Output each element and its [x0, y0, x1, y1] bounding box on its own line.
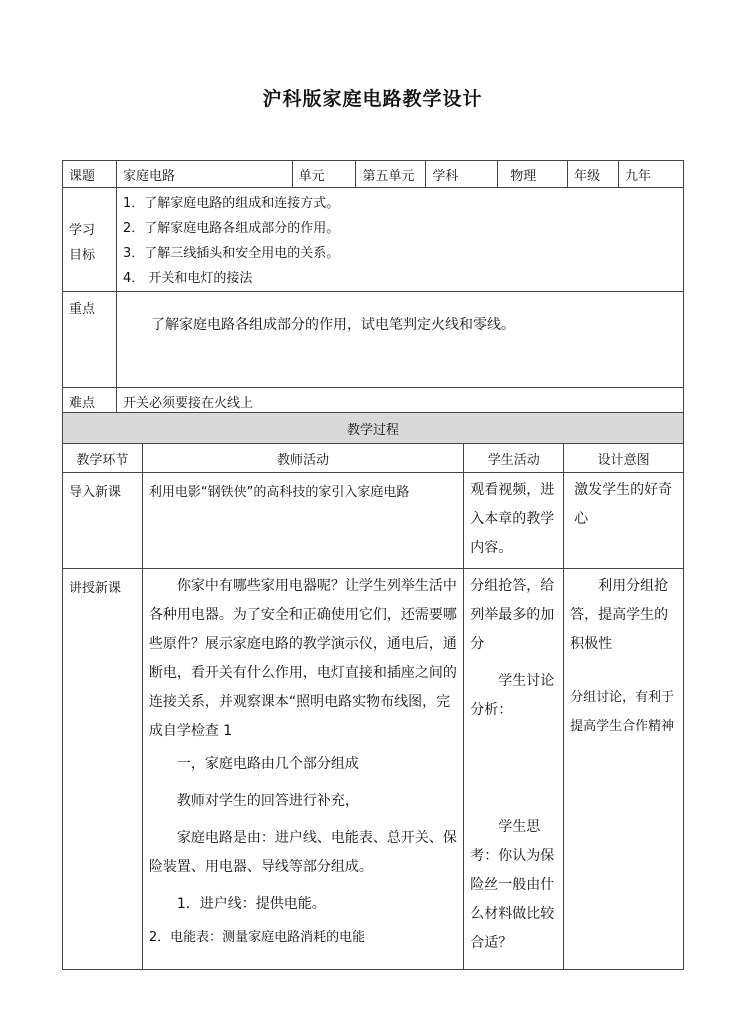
topic-value: 家庭电路 — [116, 161, 292, 188]
unit-value: 第五单元 — [356, 161, 426, 188]
process-title: 教学过程 — [63, 413, 684, 444]
key-text: 了解家庭电路各组成部分的作用，试电笔判定火线和零线。 — [116, 292, 683, 388]
process-table — [62, 412, 684, 970]
topic-label: 课题 — [63, 161, 117, 188]
header-intent: 设计意图 — [564, 444, 684, 473]
teacher-paragraph: 教师对学生的回答进行补充， — [176, 793, 359, 809]
intent-text: 利用分组抢答，提高学生的积极性 — [570, 578, 669, 652]
goals-row — [63, 188, 684, 292]
intro-intent: 激发学生的好奇心 — [564, 473, 684, 569]
table-row — [63, 569, 684, 970]
student-activity: 学生讨论分析： — [470, 673, 555, 718]
goals-label — [63, 188, 117, 292]
intro-stage: 导入新课 — [63, 473, 143, 569]
goal-item: 3．了解三线插头和安全用电的关系。 — [122, 246, 340, 261]
lecture-intent — [564, 569, 684, 970]
teacher-paragraph: 1．进户线：提供电能。 — [176, 896, 326, 912]
lecture-student — [464, 569, 564, 970]
page-title: 沪科版家庭电路教学设计 — [262, 88, 483, 110]
intro-teacher: 利用电影“钢铁侠”的高科技的家引入家庭电路 — [142, 473, 463, 569]
lecture-stage: 讲授新课 — [63, 569, 143, 970]
goal-item: 1．了解家庭电路的组成和连接方式。 — [122, 196, 340, 211]
key-row — [63, 292, 684, 388]
intent-text: 分组讨论，有利于提高学生合作精神 — [570, 690, 675, 734]
grade-value: 九年 — [619, 161, 684, 188]
teacher-paragraph: 一，家庭电路由几个部分组成 — [176, 756, 359, 772]
info-table — [62, 160, 684, 415]
goal-item: 2．了解家庭电路各组成部分的作用。 — [122, 221, 340, 236]
subject-label: 学科 — [426, 161, 498, 188]
table-row — [63, 473, 684, 569]
header-stage: 教学环节 — [63, 444, 143, 473]
student-activity: 学生思考：你认为保险丝一般由什么材料做比较合适？ — [470, 819, 555, 951]
goal-item: 4． 开关和电灯的接法 — [122, 271, 253, 286]
lecture-teacher — [142, 569, 463, 970]
process-header-row — [63, 444, 684, 473]
header-teacher: 教师活动 — [142, 444, 463, 473]
teacher-paragraph: 你家中有哪些家用电器呢？让学生列举生活中各种用电器。为了安全和正确使用它们，还需要哪些原件？展示家庭电路的教学演示仪，通电后，通断电，看开关有什么作用，电灯直接和插座之间的连接关系，并观察课本“照明电路实物布线图，完成自学检查 1 — [148, 578, 457, 739]
unit-label: 单元 — [292, 161, 356, 188]
info-row — [63, 161, 684, 188]
difficulty-row — [63, 388, 684, 415]
grade-label: 年级 — [568, 161, 619, 188]
subject-value: 物理 — [498, 161, 568, 188]
teacher-paragraph: 2．电能表：测量家庭电路消耗的电能 — [148, 930, 366, 945]
student-activity: 分组抢答，给列举最多的加分 — [470, 578, 555, 652]
process-title-row — [63, 413, 684, 444]
key-label: 重点 — [63, 292, 117, 388]
header-student: 学生活动 — [464, 444, 564, 473]
intro-student: 观看视频，进入本章的教学内容。 — [464, 473, 564, 569]
goals-label-text: 学习目标 — [69, 223, 96, 263]
difficulty-label: 难点 — [63, 388, 117, 415]
goals-list — [116, 188, 683, 292]
difficulty-text: 开关必须要接在火线上 — [116, 388, 683, 415]
teacher-paragraph: 家庭电路是由：进户线、电能表、总开关、保险装置、用电器、导线等部分组成。 — [148, 830, 457, 875]
